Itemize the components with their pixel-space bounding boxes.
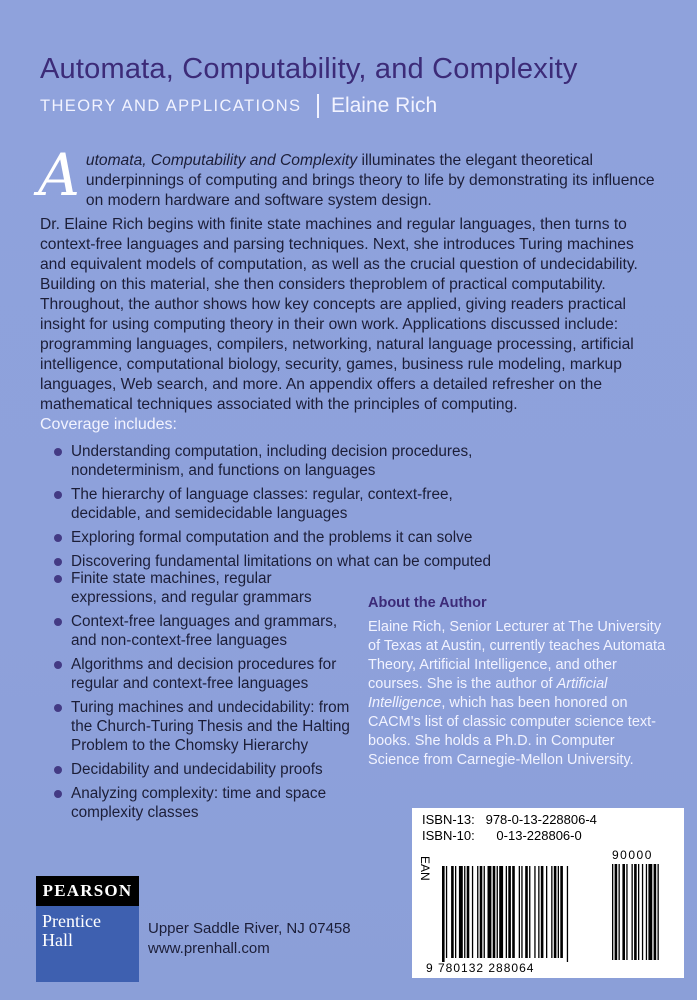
bullet-icon — [54, 558, 62, 566]
barcode-bar — [551, 866, 552, 958]
list-item — [52, 528, 522, 547]
about-book-title: Artificial Intelligence — [368, 676, 608, 711]
list-item — [52, 655, 352, 693]
list-item — [52, 612, 352, 650]
list-item-text: Decidability and undecidability proofs — [71, 761, 323, 778]
list-item-text: Analyzing complexity: time and space complexity classes — [71, 785, 327, 821]
bullet-icon — [54, 491, 62, 499]
bullet-icon — [54, 448, 62, 456]
list-item-text: Understanding computation, including decision procedures, nondeterminism, and functions on languages — [71, 443, 473, 479]
isbn13-label: ISBN-13: — [422, 812, 475, 827]
prentice-hall-wordmark — [36, 906, 139, 982]
barcode-digits: 9 780132 288064 — [426, 961, 535, 975]
list-item — [52, 569, 352, 607]
author-name: Elaine Rich — [330, 94, 438, 117]
about-author — [368, 594, 668, 770]
bullet-icon — [54, 618, 62, 626]
publisher-website: www.prenhall.com — [148, 940, 270, 957]
about-text — [368, 618, 668, 770]
isbn10-value: 0-13-228806-0 — [496, 828, 582, 843]
barcode-bar — [560, 866, 563, 958]
intro-italic-lead: utomata, Computability and Complexity — [85, 152, 358, 169]
barcode-bar — [567, 866, 568, 962]
list-item-text: Turing machines and undecidability: from the Church-Turing Thesis and the Halting Problem to the Chomsky Hierarchy — [71, 699, 350, 754]
coverage-list-narrow — [52, 569, 352, 827]
logo-line-hall: Hall — [42, 930, 73, 950]
bullet-icon — [54, 790, 62, 798]
barcode-bar — [446, 866, 447, 958]
coverage-list-wide — [52, 442, 522, 576]
pearson-prentice-hall-logo — [36, 876, 139, 982]
barcode-addon-bar — [648, 864, 652, 960]
barcode-bar — [508, 866, 511, 958]
barcode-bar — [541, 866, 544, 958]
barcode-graphic — [412, 808, 684, 978]
publisher-address: Upper Saddle River, NJ 07458 — [148, 920, 351, 937]
barcode-bar — [512, 866, 515, 958]
barcode-bar — [472, 866, 473, 958]
paragraph-overview: Dr. Elaine Rich begins with finite state machines and regular languages, then turns to context-free languages and parsing techniques. Next, she introduces Turing machines and equivalent models of computation, as well as the crucial question of undecidability. Building on this material, she then considers theproblem of practical computability. — [40, 216, 638, 293]
logo-line-prentice: Prentice — [42, 911, 101, 931]
addon-digits: 90000 — [612, 848, 653, 862]
list-item-text: Exploring formal computation and the problems it can solve — [71, 529, 473, 546]
barcode-addon-bar — [612, 864, 613, 960]
barcode-bar — [506, 866, 507, 958]
bullet-icon — [54, 575, 62, 583]
barcode-bar — [529, 866, 530, 958]
pearson-wordmark: PEARSON — [36, 876, 139, 906]
book-subtitle: THEORY AND APPLICATIONS — [40, 96, 302, 115]
barcode-bar — [493, 866, 496, 958]
barcode-bar — [534, 866, 535, 958]
barcode-addon-bar — [634, 864, 637, 960]
barcode-bar — [558, 866, 559, 958]
list-item-text: Finite state machines, regular expressions, and regular grammars — [71, 570, 312, 606]
barcode-bar — [467, 866, 470, 958]
isbn10-label: ISBN-10: — [422, 828, 475, 843]
drop-cap: A — [38, 141, 80, 209]
about-heading: About the Author — [368, 595, 487, 611]
barcode-bar — [497, 866, 498, 958]
bullet-icon — [54, 534, 62, 542]
intro-text: illuminates the elegant theoretical underpinnings of computing and brings theory to life by demonstrating its influence on modern hardware and software system design. — [85, 152, 655, 209]
barcode-panel — [412, 808, 684, 978]
barcode-addon-bar — [615, 864, 618, 960]
barcode-bar — [464, 866, 465, 958]
barcode-bar — [519, 866, 520, 958]
list-item — [52, 784, 352, 822]
publisher-info — [148, 919, 351, 959]
barcode-addon-bar — [626, 864, 627, 960]
barcode-addon-bar — [658, 864, 659, 960]
list-item-text: The hierarchy of language classes: regular, context-free, decidable, and semidecidable languages — [71, 486, 453, 522]
list-item-text: Context-free languages and grammars, and non-context-free languages — [71, 613, 338, 649]
barcode-bar — [442, 866, 445, 962]
barcode-bar — [459, 866, 463, 958]
barcode-bar — [554, 866, 557, 958]
barcode-addon-bar — [654, 864, 657, 960]
ean-label: EAN — [418, 856, 432, 881]
barcode-bar — [480, 866, 483, 958]
barcode-bar — [538, 866, 539, 958]
subtitle-row — [40, 92, 437, 120]
list-item — [52, 760, 352, 779]
barcode-addon-bar — [646, 864, 647, 960]
barcode-bar — [484, 866, 485, 958]
barcode-addon-bar — [622, 864, 625, 960]
about-text-part: Elaine Rich, Senior Lecturer at The University of Texas at Austin, currently teaches Automata Theory, Artificial Intelligence, and other courses. She is the author of — [368, 619, 666, 692]
barcode-bar — [451, 866, 454, 958]
list-item — [52, 485, 522, 523]
barcode-bar — [488, 866, 492, 958]
list-item — [52, 442, 522, 480]
barcode-addon-bar — [642, 864, 643, 960]
list-item-text: Discovering fundamental limitations on what can be computed — [71, 553, 492, 570]
isbn13-value: 978-0-13-228806-4 — [485, 812, 597, 827]
barcode-bar — [521, 866, 522, 958]
barcode-bar — [499, 866, 503, 958]
paragraph-applications: Throughout, the author shows how key concepts are applied, giving readers practical insight for using computing theory in their own work. Applications discussed include: programming languages, compilers, networking, natural language processing, artificial intelligence, computational biology, security, games, business rule modeling, markup languages, Web search, and more. An appendix offers a detailed refresher on the mathematical techniques associated with the principles of computing. — [40, 296, 634, 413]
barcode-addon-bar — [632, 864, 633, 960]
barcode-bar — [455, 866, 456, 958]
list-item — [52, 698, 352, 755]
barcode-addon-bar — [638, 864, 639, 960]
book-title: Automata, Computability, and Complexity — [40, 53, 578, 85]
title-divider — [317, 94, 319, 118]
barcode-bar — [477, 866, 478, 958]
coverage-heading: Coverage includes: — [40, 416, 177, 433]
bullet-icon — [54, 766, 62, 774]
barcode-bar — [525, 866, 528, 958]
about-text-part: , which has been honored on CACM's list of classic computer science text-books. She holds a Ph.D. in Computer Science from Carnegie-Mellon University. — [368, 695, 657, 768]
intro-paragraph — [38, 141, 660, 211]
bullet-icon — [54, 661, 62, 669]
bullet-icon — [54, 704, 62, 712]
barcode-addon-bar — [619, 864, 620, 960]
list-item-text: Algorithms and decision procedures for regular and context-free languages — [71, 656, 337, 692]
barcode-bar — [546, 866, 547, 958]
